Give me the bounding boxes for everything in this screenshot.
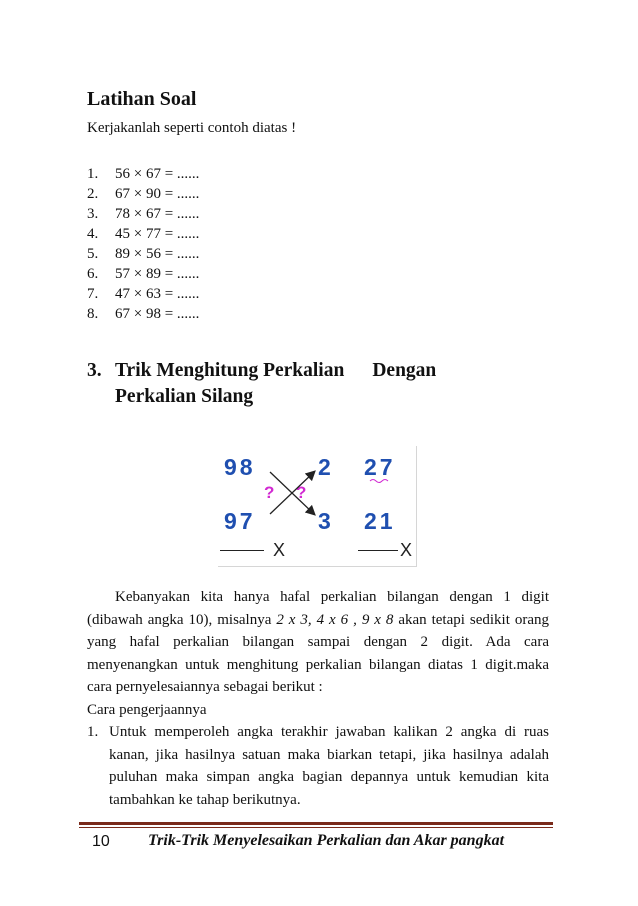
cross-multiplication-figure [218,446,418,568]
exercise-instruction: Kerjakanlah seperti contoh diatas ! [87,120,297,136]
exercise-item [87,266,199,283]
item-number: 7. [87,286,99,302]
item-number: 5. [87,246,99,262]
body-paragraph [87,586,549,699]
figure-operator-right: X [400,540,413,560]
exercise-item [87,166,199,183]
page-number: 10 [92,833,110,850]
exercise-item [87,306,199,323]
item-number: 1. [87,166,99,182]
section-number: 3. [87,360,102,381]
figure-number-top-left: 98 [224,454,256,480]
item-number: 6. [87,266,99,282]
footer-rule-thick [79,822,553,825]
figure-underline-left [220,550,264,551]
item-text: 47 × 63 = ...... [115,286,200,302]
item-number: 4. [87,226,99,242]
section-title-part2: Dengan [372,360,437,381]
figure-number-bottom-left: 97 [224,508,256,534]
item-number: 8. [87,306,99,322]
item-text: 67 × 90 = ...... [115,186,200,202]
exercise-item [87,246,199,263]
item-text: 89 × 56 = ...... [115,246,200,262]
paragraph-text-after: akan tetapi sedikit orang yang hafal perkalian bilangan sampai dengan 2 digit. Ada cara menyenangkan untuk menghitung perkalian bilangan diatas 1 digit.maka cara pernyelesaiannya sebagai berikut : [87,611,549,695]
exercise-item [87,206,199,223]
step-text: Untuk memperoleh angka terakhir jawaban kalikan 2 angka di ruas kanan, jika hasilnya satuan maka biarkan tetapi, jika hasilnya adalah puluhan maka simpan angka bagian depannya untuk kemudian kita tambahkan ke tahap berikutnya. [109,724,549,808]
exercise-item [87,186,199,203]
figure-question-right: ? [296,483,307,502]
footer-rule-thin [79,827,553,828]
step-number: 1. [87,724,99,740]
steps-heading: Cara pengerjaannya [87,702,207,718]
item-text: 45 × 77 = ...... [115,226,200,242]
figure-underline-right [358,550,398,551]
exercise-item [87,226,199,243]
figure-number-top-right: 27 [364,454,396,480]
exercise-title: Latihan Soal [87,88,197,110]
item-number: 3. [87,206,99,222]
section-title-part1: Trik Menghitung Perkalian [115,360,345,381]
footer-book-title: Trik-Trik Menyelesaikan Perkalian dan Akar pangkat [148,832,505,849]
section-heading [87,358,436,410]
figure-operator-left: X [273,540,286,560]
figure-number-bottom-right: 21 [364,508,396,534]
step-item [87,721,549,811]
item-text: 56 × 67 = ...... [115,166,200,182]
exercise-item [87,286,199,303]
paragraph-examples: 2 x 3, 4 x 6 , 9 x 8 [276,611,394,628]
figure-number-top-mid: 2 [318,454,334,480]
paragraph-text-before: Kebanyakan kita hanya hafal perkalian bilangan dengan 1 digit (dibawah angka 10), misalnya [87,589,549,628]
item-text: 78 × 67 = ...... [115,206,200,222]
item-text: 67 × 98 = ...... [115,306,200,322]
figure-number-bottom-mid: 3 [318,508,334,534]
item-text: 57 × 89 = ...... [115,266,200,282]
section-title-line2: Perkalian Silang [115,386,254,407]
figure-question-left: ? [264,483,275,502]
item-number: 2. [87,186,99,202]
